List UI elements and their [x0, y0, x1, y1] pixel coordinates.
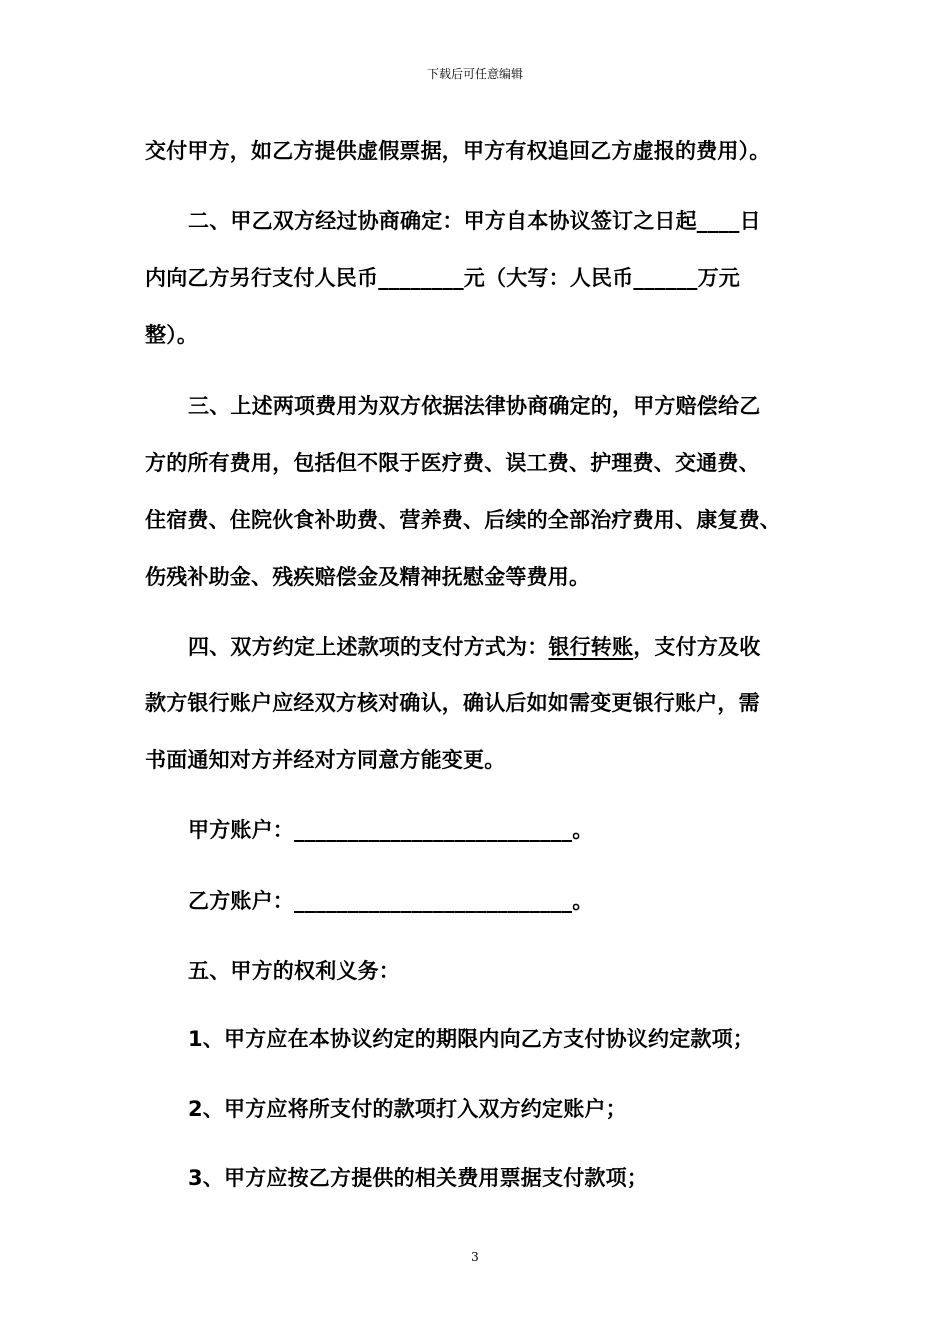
- clause-4-prefix: 四、双方约定上述款项的支付方式为：: [188, 635, 549, 659]
- party-b-account: 乙方账户：__________________________。: [188, 889, 594, 913]
- clause-3-line-2: 方的所有费用，包括但不限于医疗费、误工费、护理费、交通费、: [145, 451, 760, 475]
- clause-2-line-3: 整）。: [145, 323, 199, 347]
- page-number: 3: [471, 1250, 479, 1264]
- continuation-line-1: 交付甲方，如乙方提供虚假票据，甲方有权追回乙方虚报的费用）。: [145, 139, 771, 163]
- clause-4-line-2: 款方银行账户应经双方核对确认，确认后如如需变更银行账户，需: [145, 691, 760, 715]
- clause-3-line-1: 三、上述两项费用为双方依据法律协商确定的，甲方赔偿给乙: [188, 394, 761, 418]
- clause-5-item-2: 2、甲方应将所支付的款项打入双方约定账户；: [188, 1097, 627, 1121]
- clause-2-line-2: 内向乙方另行支付人民币________元（大写：人民币______万元: [145, 266, 740, 290]
- page-header: 下载后可任意编辑: [426, 67, 523, 81]
- party-a-account: 甲方账户：__________________________。: [188, 818, 594, 842]
- clause-5-item-1: 1、甲方应在本协议约定的期限内向乙方支付协议约定款项；: [188, 1027, 755, 1051]
- clause-5-heading: 五、甲方的权利义务：: [188, 959, 400, 983]
- clause-4-suffix: ，支付方及收: [633, 635, 761, 659]
- clause-4-line-3: 书面通知对方并经对方同意方能变更。: [145, 748, 506, 772]
- payment-method: 银行转账: [548, 635, 634, 659]
- clause-2-line-1: 二、甲乙双方经过协商确定：甲方自本协议签订之日起____日: [188, 209, 761, 233]
- clause-3-line-4: 伤残补助金、残疾赔偿金及精神抚慰金等费用。: [145, 565, 591, 589]
- clause-3-line-3: 住宿费、住院伙食补助费、营养费、后续的全部治疗费用、康复费、: [145, 508, 781, 532]
- clause-4-line-1: [188, 633, 760, 661]
- clause-5-item-3: 3、甲方应按乙方提供的相关费用票据支付款项；: [188, 1166, 649, 1190]
